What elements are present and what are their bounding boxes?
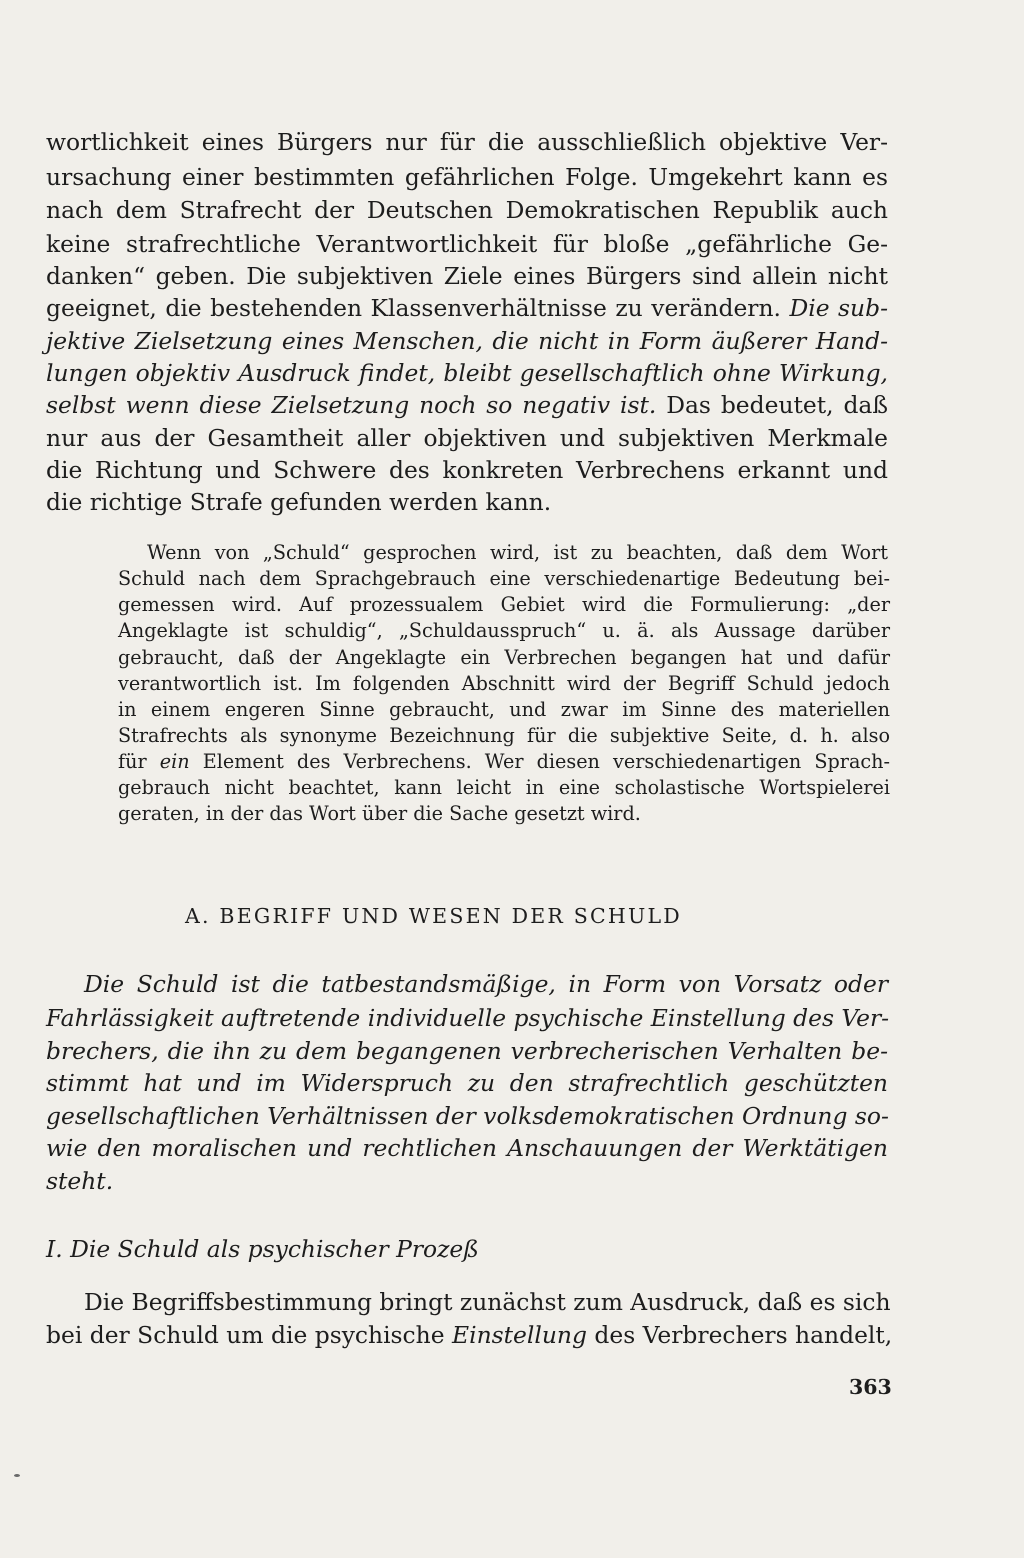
section-heading: A. BEGRIFF UND WESEN DER SCHULD (185, 904, 682, 928)
text-line: steht. (46, 1167, 114, 1195)
text-line: wortlichkeit eines Bürgers nur für die ausschließlich objektive Ver- (46, 128, 888, 156)
note-line (118, 750, 890, 773)
text-run: Element des Verbrechens. Wer diesen verschiedenartigen Sprach- (202, 750, 890, 773)
page-number: 363 (849, 1375, 892, 1399)
italic-run: Die sub- (789, 294, 888, 322)
text-run: für (118, 750, 147, 773)
italic-run: ein (159, 750, 190, 773)
note-line: Angeklagte ist schuldig“, „Schuldausspruch“ u. ä. als Aussage darüber (118, 619, 890, 642)
text-line: brechers, die ihn zu dem begangenen verbrecherischen Verhalten be- (46, 1037, 888, 1065)
note-line: gemessen wird. Auf prozessualem Gebiet wird die Formulierung: „der (118, 593, 890, 616)
text-run: Das bedeutet, daß (666, 391, 889, 419)
text-line: stimmt hat und im Widerspruch zu den strafrechtlich geschützten (46, 1069, 888, 1097)
text-line: wie den moralischen und rechtlichen Anschauungen der Werktätigen (46, 1134, 888, 1162)
italic-run: Einstellung (452, 1321, 587, 1349)
text-line (46, 391, 888, 419)
note-line: Strafrechts als synonyme Bezeichnung für die subjektive Seite, d. h. also (118, 724, 890, 747)
text-line: keine strafrechtliche Verantwortlichkeit für bloße „gefährliche Ge- (46, 230, 888, 258)
text-line: gesellschaftlichen Verhältnissen der volksdemokratischen Ordnung so- (46, 1102, 889, 1130)
scan-speck (14, 1474, 20, 1477)
text-line (46, 1321, 893, 1349)
note-line: gebraucht, daß der Angeklagte ein Verbrechen begangen hat und dafür (118, 646, 890, 669)
note-line: verantwortlich ist. Im folgenden Abschnitt wird der Begriff Schuld jedoch (118, 672, 890, 695)
text-line: danken“ geben. Die subjektiven Ziele eines Bürgers sind allein nicht (46, 262, 888, 290)
text-line: die richtige Strafe gefunden werden kann. (46, 488, 552, 516)
text-line: lungen objektiv Ausdruck findet, bleibt gesellschaftlich ohne Wirkung, (46, 359, 888, 387)
text-line: nur aus der Gesamtheit aller objektiven und subjektiven Merkmale (46, 424, 888, 452)
text-line: Die Schuld ist die tatbestandsmäßige, in Form von Vorsatz oder (84, 970, 888, 998)
text-run: des Verbrechers handelt, (594, 1321, 893, 1349)
text-line: jektive Zielsetzung eines Menschen, die nicht in Form äußerer Hand- (46, 327, 888, 355)
text-line: Fahrlässigkeit auftretende individuelle psychische Einstellung des Ver- (46, 1004, 890, 1032)
text-line: ursachung einer bestimmten gefährlichen Folge. Umgekehrt kann es (46, 163, 888, 191)
note-line: geraten, in der das Wort über die Sache gesetzt wird. (118, 802, 641, 825)
text-line: Die Begriffsbestimmung bringt zunächst zum Ausdruck, daß es sich (84, 1288, 891, 1316)
text-line (46, 294, 888, 322)
note-line: in einem engeren Sinne gebraucht, und zwar im Sinne des materiellen (118, 698, 890, 721)
note-line: gebrauch nicht beachtet, kann leicht in eine scholastische Wortspielerei (118, 776, 890, 799)
subsection-heading: I. Die Schuld als psychischer Prozeß (46, 1235, 479, 1263)
text-line: nach dem Strafrecht der Deutschen Demokratischen Republik auch (46, 196, 888, 224)
text-run: bei der Schuld um die psychische (46, 1321, 445, 1349)
italic-run: selbst wenn diese Zielsetzung noch so negativ ist. (46, 391, 657, 419)
text-run: geeignet, die bestehenden Klassenverhältnisse zu verändern. (46, 294, 781, 322)
note-line: Schuld nach dem Sprachgebrauch eine verschiedenartige Bedeutung bei- (118, 567, 890, 590)
text-line: die Richtung und Schwere des konkreten Verbrechens erkannt und (46, 456, 888, 484)
note-line: Wenn von „Schuld“ gesprochen wird, ist zu beachten, daß dem Wort (147, 541, 888, 564)
